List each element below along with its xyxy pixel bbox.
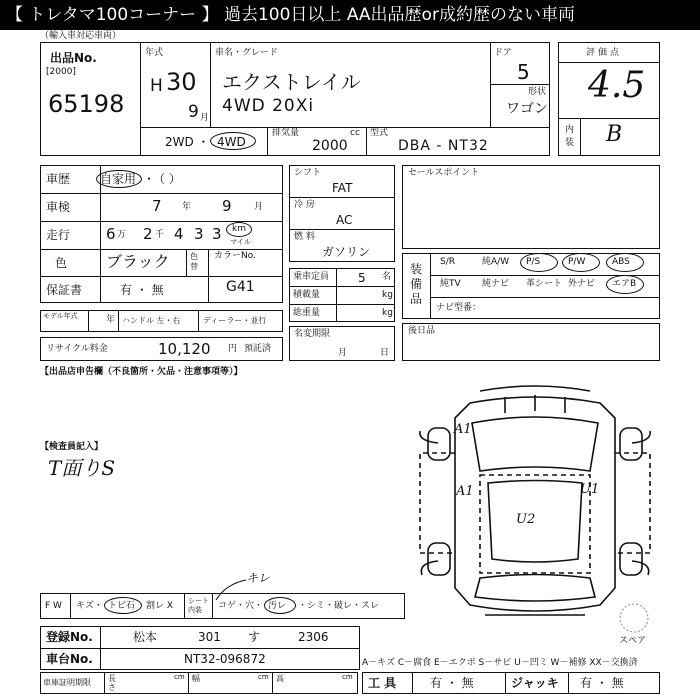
history-label: 車歴 [46, 172, 71, 186]
chassis-value: NT32-096872 [184, 652, 266, 666]
cert-height-unit: cm [342, 673, 353, 681]
mileage-mile: マイル [230, 238, 251, 246]
mileage-d2: 2 [143, 225, 153, 243]
lot-box: [2000] [46, 67, 76, 77]
registration-number: 2306 [298, 630, 329, 644]
equipment-item: P/W [568, 257, 586, 267]
spare-icon [616, 602, 652, 636]
model-grade: 4WD 20Xi [222, 96, 315, 116]
lot-label: 出品No. [50, 51, 97, 65]
registration-kana: す [248, 630, 261, 644]
condition-rest: ・シミ・破レ・スレ [298, 601, 380, 611]
inspector-note: T面りS [48, 456, 116, 480]
cert-label: 車庫証明期限 [43, 678, 91, 687]
mileage-label: 走行 [46, 228, 71, 242]
displacement-unit: cc [350, 128, 360, 138]
jack-value: 有 ・ 無 [580, 676, 624, 690]
mileage-d3: 4 [174, 225, 184, 243]
shift-value: FAT [332, 181, 353, 195]
color-sub-label: 色替 [190, 252, 198, 271]
navi-type-label: ナビ型番： [436, 303, 482, 313]
model-label: 車名・グレード [215, 48, 279, 58]
warranty-value: 有 ・ 無 [120, 283, 164, 297]
year-value: 30 [166, 68, 197, 96]
color-value: ブラック [106, 252, 170, 271]
cert-height: 高 [276, 674, 284, 683]
model-year-label: モデル年式 [43, 312, 78, 320]
recycle-value: 10,120 [158, 340, 211, 358]
condition-seat: シート内装 [188, 597, 209, 614]
mileage-u1: 万 [117, 230, 127, 240]
score-label: 評価点 [586, 48, 623, 58]
dealer-option: ディーラー・並行 [203, 316, 267, 325]
history-dot: ・ [143, 172, 156, 186]
shape-value: ワゴン [506, 101, 548, 117]
mileage-d5: 3 [212, 225, 222, 243]
name-change-label: 名変期限 [294, 329, 331, 339]
year-month: 9 [188, 102, 199, 122]
sub-note: （輸入車対応車両） [40, 31, 122, 41]
registration-label: 登録No. [46, 630, 93, 644]
load-label: 積載量 [293, 290, 321, 300]
mark-front-left: A1 [454, 422, 472, 437]
model-year-unit: 年 [106, 315, 116, 325]
car-diagram [410, 383, 660, 635]
year-label: 年式 [145, 48, 164, 58]
equipment-item: 純TV [440, 279, 461, 289]
inspection-month-unit: 月 [254, 202, 264, 212]
mileage-d1: 6 [106, 225, 116, 243]
aircon-label: 冷 房 [294, 200, 315, 210]
mileage-u2: 千 [155, 230, 165, 240]
cert-length: 長さ [108, 674, 116, 692]
equipment-item: P/S [526, 257, 541, 267]
inspection-label: 車検 [46, 200, 71, 214]
tools-label: 工 具 [368, 676, 397, 690]
registration-area: 松本 [133, 630, 158, 644]
mark-roof: U2 [516, 512, 536, 527]
color-code-label: カラーNo. [214, 251, 256, 261]
capacity-value: 5 [358, 271, 366, 285]
condition-mark: キレ [246, 571, 270, 585]
doors-value: 5 [517, 60, 530, 84]
capacity-unit: 名 [382, 272, 392, 282]
shift-label: シフト [294, 168, 322, 178]
equipment-item: 革シート [526, 279, 563, 289]
color-label: 色 [55, 256, 68, 270]
tools-value: 有 ・ 無 [430, 676, 474, 690]
cert-width: 幅 [192, 674, 200, 683]
spare-label: スペア [619, 636, 647, 646]
aircon-value: AC [336, 213, 353, 227]
jack-label: ジャッキ [511, 676, 559, 690]
year-era: H [150, 76, 163, 96]
drive-selected: 4WD [217, 135, 246, 149]
equipment-item: 外ナビ [568, 279, 596, 289]
equipment-label: 装備品 [410, 262, 423, 306]
condition-dent: 割レ X [146, 601, 174, 611]
type-label: 型式 [370, 128, 389, 138]
load-unit: kg [382, 290, 393, 300]
banner: 【 トレタマ100コーナー 】 過去100日以上 AA出品歴or成約歴のない車両 [0, 0, 700, 30]
drive-options: 2WD ・ [165, 135, 210, 149]
weight-unit: kg [382, 308, 393, 318]
type-value: DBA - NT32 [398, 138, 489, 154]
history-selected: 自家用 [100, 172, 137, 186]
inspection-month: 9 [222, 197, 232, 215]
equipment-item: 純ナビ [482, 279, 510, 289]
name-change-month: 月 [338, 348, 348, 358]
recycle-unit: 円 [228, 344, 238, 354]
displacement-label: 排気量 [272, 128, 300, 138]
name-change-day: 日 [380, 348, 390, 358]
condition-fw: F W [45, 601, 62, 611]
shape-label: 形状 [528, 87, 547, 97]
displacement-value: 2000 [312, 138, 348, 154]
accessories-box [402, 323, 660, 361]
weight-label: 総重量 [293, 308, 321, 318]
inspector-label: 【検査員記入】 [40, 442, 104, 452]
score-value: 4.5 [588, 65, 646, 106]
pointer-line-icon [212, 578, 248, 604]
recycle-label: リサイクル料金 [46, 344, 108, 354]
inspection-year-unit: 年 [182, 202, 192, 212]
accessories-label: 後日品 [408, 326, 436, 336]
interior-label: 内装 [565, 125, 575, 148]
condition-rust: トビ石 [108, 601, 136, 611]
model-name: エクストレイル [222, 70, 361, 94]
damage-legend: A－キズ C－腐食 E－エクボ S－サビ U－凹ミ W－補修 XX－交換済 [362, 658, 638, 668]
warranty-label: 保証書 [46, 283, 83, 297]
month-unit: 月 [200, 113, 210, 123]
handle-option: ハンドル 左・右 [122, 316, 181, 325]
seller-notes-label: 【出品店申告欄（不良箇所・欠品・注意事項等）】 [40, 367, 243, 377]
condition-dirt: 汚レ [268, 601, 287, 611]
condition-scratch: キズ・ [76, 601, 103, 611]
mark-door-left: A1 [456, 484, 474, 499]
equipment-item: ABS [612, 257, 630, 267]
mileage-d4: 3 [194, 225, 204, 243]
interior-value: B [606, 122, 623, 147]
equipment-selected-circle [606, 253, 644, 272]
capacity-label: 乗車定員 [293, 272, 330, 282]
equipment-item: 純A/W [482, 257, 510, 267]
inspection-year: 7 [152, 197, 162, 215]
cert-length-unit: cm [174, 673, 185, 681]
equipment-item: S/R [440, 257, 455, 267]
doors-label: ドア [494, 48, 512, 58]
cert-width-unit: cm [258, 673, 269, 681]
equipment-item: エアB [612, 279, 637, 289]
equipment-selected-circle [606, 275, 644, 294]
equipment-selected-circle [520, 253, 558, 272]
mileage-km: km [232, 224, 246, 234]
chassis-label: 車台No. [46, 652, 93, 666]
registration-class: 301 [198, 630, 221, 644]
recycle-note: 預託済 [244, 344, 272, 354]
condition-koge: コゲ・穴・ [218, 601, 264, 611]
mark-door-right: U1 [580, 482, 600, 497]
equipment-selected-circle [562, 253, 600, 272]
fuel-label: 燃 料 [294, 232, 315, 242]
lot-number: 65198 [48, 90, 125, 118]
sales-point-label: セールスポイント [408, 168, 480, 178]
fuel-value: ガソリン [322, 245, 371, 259]
color-code: G41 [226, 279, 255, 295]
history-paren: （ ） [153, 172, 181, 186]
